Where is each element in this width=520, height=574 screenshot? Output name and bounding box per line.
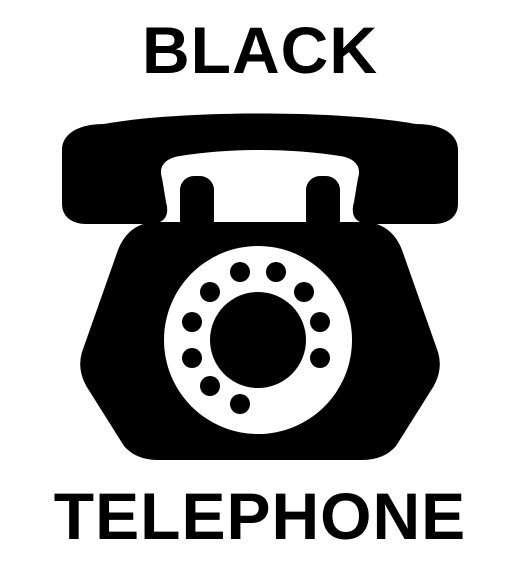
finger-hole: [200, 376, 220, 396]
finger-hole: [310, 312, 330, 332]
title-telephone: TELEPHONE: [53, 479, 467, 553]
finger-hole: [266, 262, 286, 282]
title-black: BLACK: [142, 13, 378, 87]
finger-hole: [182, 312, 202, 332]
handset: [62, 114, 458, 225]
dial-center: [210, 292, 306, 388]
finger-hole: [230, 394, 250, 414]
finger-hole: [310, 348, 330, 368]
finger-hole: [230, 262, 250, 282]
finger-hole: [200, 282, 220, 302]
finger-hole: [294, 282, 314, 302]
finger-hole: [182, 348, 202, 368]
